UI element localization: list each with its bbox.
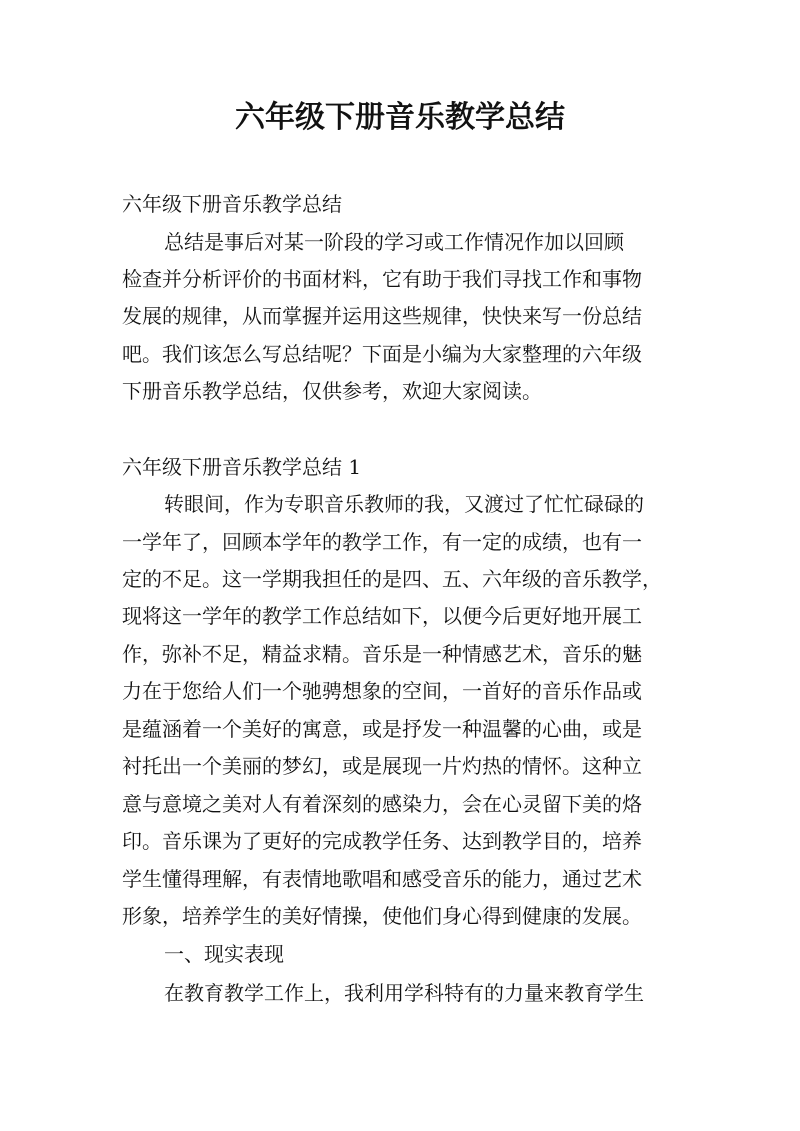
- paragraph-line: 转眼间，作为专职音乐教师的我，又渡过了忙忙碌碌的: [164, 492, 644, 516]
- paragraph-line: 检查并分析评价的书面材料，它有助于我们寻找工作和事物: [122, 267, 642, 291]
- paragraph-line: 一学年了，回顾本学年的教学工作，有一定的成绩，也有一: [122, 530, 642, 554]
- paragraph-line: 在教育教学工作上，我利用学科特有的力量来教育学生: [164, 981, 644, 1005]
- paragraph-line: 作，弥补不足，精益求精。音乐是一种情感艺术，音乐的魅: [122, 642, 642, 666]
- document-subtitle: 六年级下册音乐教学总结: [122, 192, 342, 216]
- subheading: 一、现实表现: [164, 942, 284, 966]
- paragraph-line: 发展的规律，从而掌握并运用这些规律，快快来写一份总结: [122, 304, 642, 328]
- paragraph-line: 吧。我们该怎么写总结呢？下面是小编为大家整理的六年级: [122, 342, 642, 366]
- document-title: 六年级下册音乐教学总结: [235, 100, 565, 135]
- paragraph-line: 总结是事后对某一阶段的学习或工作情况作加以回顾: [164, 230, 624, 254]
- paragraph-line: 印。音乐课为了更好的完成教学任务、达到教学目的，培养: [122, 829, 642, 853]
- paragraph-line: 力在于您给人们一个驰骋想象的空间，一首好的音乐作品或: [122, 679, 642, 703]
- section-heading: 六年级下册音乐教学总结 1: [122, 455, 362, 479]
- paragraph-line: 学生懂得理解，有表情地歌唱和感受音乐的能力，通过艺术: [122, 867, 642, 891]
- paragraph-line: 意与意境之美对人有着深刻的感染力，会在心灵留下美的烙: [122, 792, 642, 816]
- paragraph-line: 形象，培养学生的美好情操，使他们身心得到健康的发展。: [122, 904, 642, 928]
- paragraph-line: 下册音乐教学总结，仅供参考，欢迎大家阅读。: [122, 379, 542, 403]
- paragraph-line: 是蕴涵着一个美好的寓意，或是抒发一种温馨的心曲，或是: [122, 717, 642, 741]
- paragraph-line: 衬托出一个美丽的梦幻，或是展现一片灼热的情怀。这种立: [122, 754, 642, 778]
- paragraph-line: 现将这一学年的教学工作总结如下，以便今后更好地开展工: [122, 604, 642, 628]
- paragraph-line: 定的不足。这一学期我担任的是四、五、六年级的音乐教学，: [122, 567, 662, 591]
